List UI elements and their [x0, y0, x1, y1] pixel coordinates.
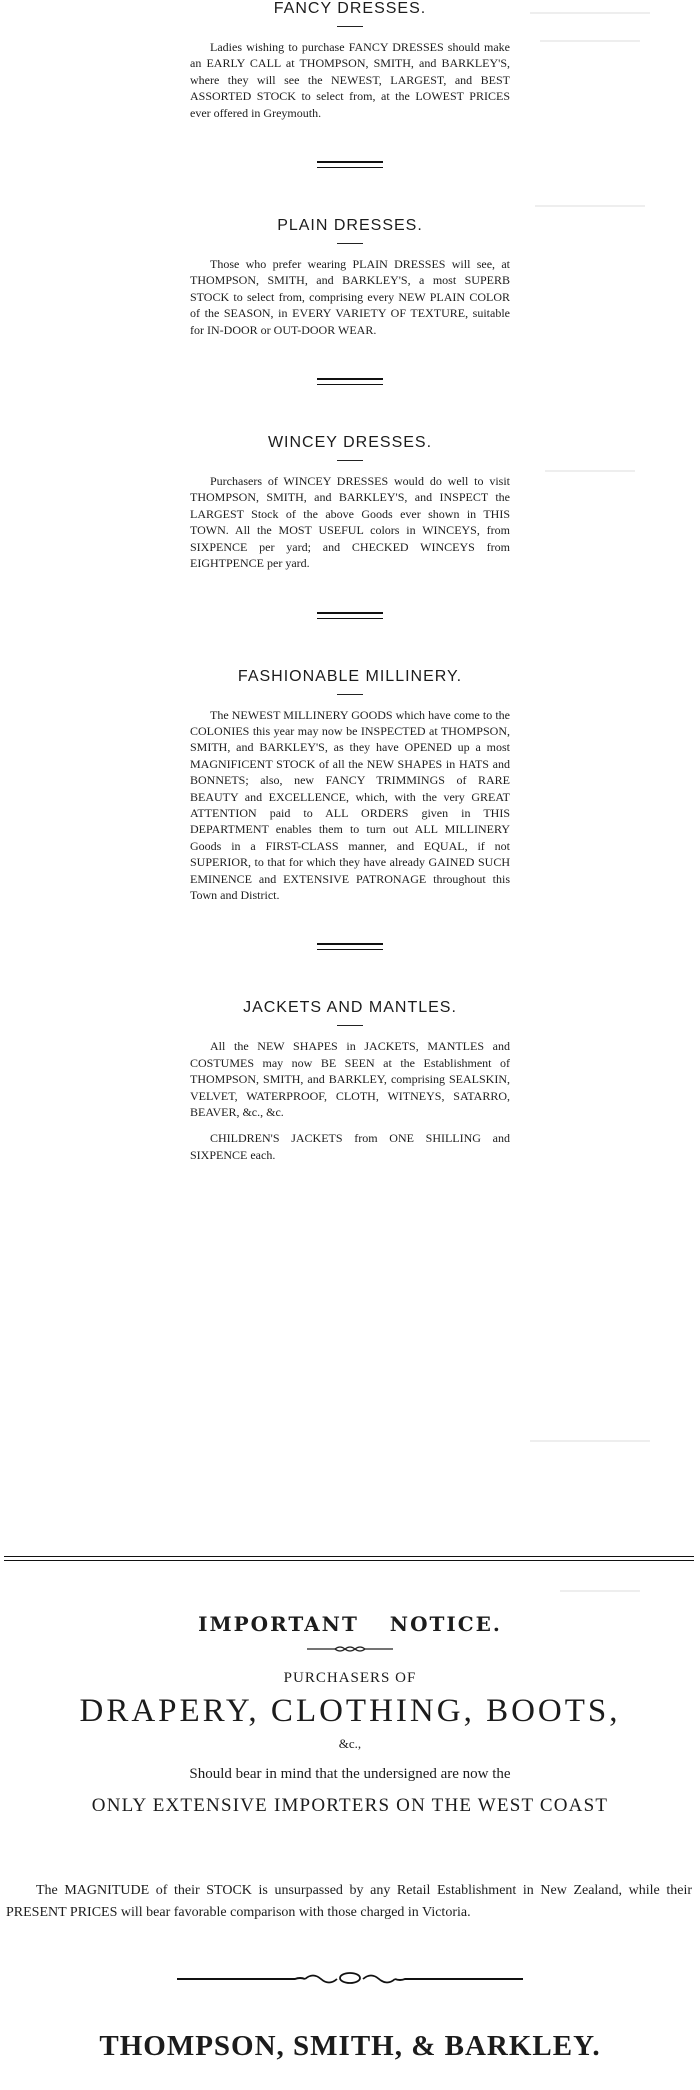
bleed-through-mark: [560, 1590, 640, 1592]
section-divider: [317, 943, 383, 950]
bleed-through-mark: [530, 12, 650, 14]
section-paragraph: Ladies wishing to purchase FANCY DRESSES should make an EARLY CALL at THOMPSON, SMITH, and BARKLEY'S, where they will see the NEWEST, LARGEST, and BEST ASSORTED STOCK to select from, at the LOWEST PRICES ever offered in Greymouth.: [190, 40, 510, 120]
section-paragraph: Those who prefer wearing PLAIN DRESSES will see, at THOMPSON, SMITH, and BARKLEY'S, a most SUPERB STOCK to select from, comprising every NEW PLAIN COLOR of the SEASON, in EVERY VARIETY OF TEXTURE, suitable for IN-DOOR or OUT-DOOR WEAR.: [190, 257, 510, 337]
section-jackets-and-mantles: [190, 999, 510, 1163]
section-divider: [317, 378, 383, 385]
short-rule: [337, 1025, 363, 1026]
short-rule: [337, 243, 363, 244]
short-rule: [337, 26, 363, 27]
purchasers-line: PURCHASERS OF: [283, 1670, 417, 1686]
section-title: PLAIN DRESSES.: [277, 217, 423, 235]
section-fancy-dresses: [190, 0, 510, 121]
section-paragraph: Purchasers of WINCEY DRESSES would do well to visit THOMPSON, SMITH, and BARKLEY'S, and INSPECT the LARGEST Stock of the above Goods ever shown in THIS TOWN. All the MOST USEFUL colors in WINCEYS, from SIXPENCE per yard; and CHECKED WINCEYS from EIGHTPENCE per yard.: [190, 474, 510, 571]
section-paragraph: The NEWEST MILLINERY GOODS which have come to the COLONIES this year may now be INSPECTED at THOMPSON, SMITH, and BARKLEY'S, as they have OPENED up a most MAGNIFICENT STOCK of all the NEW SHAPES in HATS and BONNETS; also, new FANCY TRIMMINGS of RARE BEAUTY and EXCELLENCE, which, with the very GREAT ATTENTION paid to ALL ORDERS given in THIS DEPARTMENT enables them to turn out ALL MILLINERY Goods in a FIRST-CLASS manner, and EQUAL, if not SUPERIOR, to that for which they have already GAINED SUCH EMINENCE and EXTENSIVE PATRONAGE throughout this Town and District.: [190, 707, 510, 902]
section-wincey-dresses: [190, 434, 510, 571]
flourish-divider-icon: [175, 1971, 525, 1985]
section-divider: [317, 612, 383, 619]
bleed-through-mark: [540, 40, 640, 42]
section-paragraph: CHILDREN'S JACKETS from ONE SHILLING and SIXPENCE each.: [190, 1131, 510, 1162]
short-rule: [337, 460, 363, 461]
section-title: FANCY DRESSES.: [273, 0, 427, 17]
section-divider: [317, 161, 383, 168]
bear-mind-line: Should bear in mind that the undersigned are now the: [189, 1766, 511, 1782]
important-notice: [0, 1612, 700, 1817]
section-title: WINCEY DRESSES.: [267, 434, 433, 452]
importers-headline: ONLY EXTENSIVE IMPORTERS ON THE WEST COAST: [91, 1795, 609, 1816]
magnitude-paragraph: The MAGNITUDE of their STOCK is unsurpassed by any Retail Establishment in New Zealand, while their PRESENT PRICES will bear favorable comparison with those charged in Victoria.: [6, 1883, 692, 1920]
notice-title: IMPORTANT NOTICE.: [198, 1612, 502, 1636]
section-title: JACKETS AND MANTLES.: [243, 999, 457, 1017]
bleed-through-mark: [530, 1440, 650, 1442]
short-rule: [337, 694, 363, 695]
flourish-ornament-icon: [305, 1644, 395, 1654]
firm-name: THOMPSON, SMITH, & BARKLEY.: [99, 2030, 601, 2062]
section-paragraph: All the NEW SHAPES in JACKETS, MANTLES and COSTUMES may now BE SEEN at the Establishment of THOMPSON, SMITH, and BARKLEY, comprising SEALSKIN, VELVET, WATERPROOF, CLOTH, WITNEYS, SATARRO, BEAVER, &c., &c.: [190, 1039, 510, 1119]
goods-headline: DRAPERY, CLOTHING, BOOTS,: [79, 1693, 621, 1729]
section-fashionable-millinery: [190, 668, 510, 904]
bleed-through-mark: [545, 470, 635, 472]
etc-line: &c.,: [338, 1736, 362, 1751]
advertisement-column: [190, 0, 510, 1163]
section-title: FASHIONABLE MILLINERY.: [237, 667, 463, 685]
bleed-through-mark: [535, 205, 645, 207]
section-plain-dresses: [190, 217, 510, 338]
page-divider: [4, 1556, 694, 1561]
